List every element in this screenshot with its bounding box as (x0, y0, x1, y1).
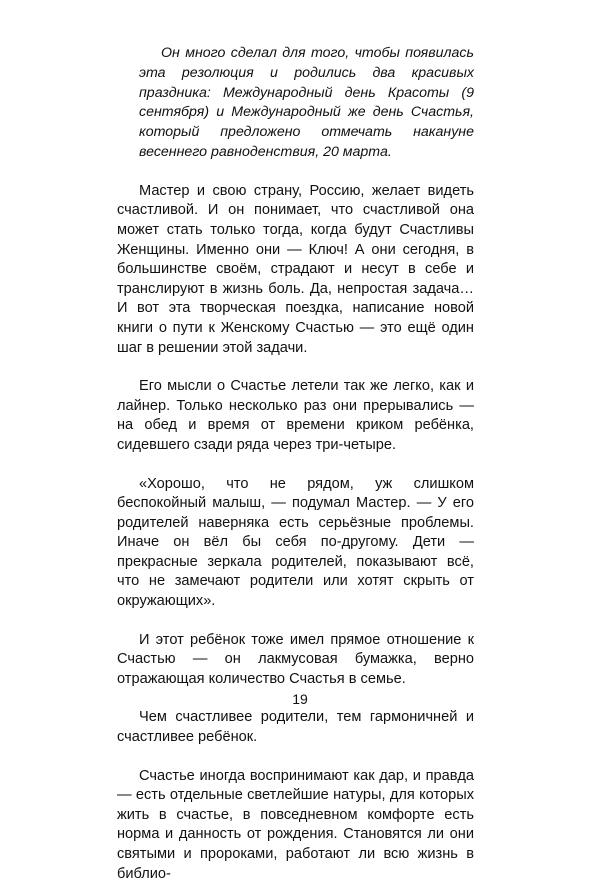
paragraph (117, 377, 474, 455)
paragraph (117, 631, 474, 690)
paragraph-text: Счастье иногда воспринимают как дар, и правда — есть отдельные светлейшие натуры, для которых жить в счастье, в повседневном комфорте есть норма и данность от рождения. Становятся ли они святыми и пророками, работают ли всю жизнь в библио- (117, 767, 474, 882)
paragraph-text: Он много сделал для того, чтобы появилась эта резолюция и родились два красивых праздника: Международный день Красоты (9 сентября) и Международный же день Счастья, который предложено отмечать накануне весеннего равноденствия, 20 марта. (139, 45, 474, 160)
paragraph-text: Мастер и свою страну, Россию, желает видеть счастливой. И он понимает, что счастливой она может стать только тогда, когда будут Счастливы Женщины. Именно они — Ключ! А они сегодня, в большинстве своём, страдают и несут в себе и транслируют в жизнь боль. Да, непростая задача… И вот эта творческая поездка, написание новой книги о пути к Женскому Счастью — это ещё один шаг в решении этой задачи. (117, 182, 474, 356)
paragraph-text: И этот ребёнок тоже имел прямое отношение к Счастью — он лакмусовая бумажка, верно отражающая количество Счастья в семье. (117, 631, 474, 687)
paragraph-italic-quote (139, 44, 474, 163)
paragraph-text: «Хорошо, что не рядом, уж слишком беспокойный малыш, — подумал Мастер. — У его родителей наверняка есть серьёзные проблемы. Иначе он вёл бы себя по-другому. Дети — прекрасные зеркала родителей, показывают всё, что не замечают родители или хотят скрыть от окружающих». (117, 475, 474, 610)
page-number: 19 (292, 691, 308, 707)
page-body (117, 44, 474, 884)
paragraph-text: Его мысли о Счастье летели так же легко, как и лайнер. Только несколько раз они прерывались — на обед и время от времени криком ребёнка, сидевшего сзади ряда через три-четыре. (117, 378, 474, 453)
paragraph-text: Чем счастливее родители, тем гармоничней и счастливее ребёнок. (117, 709, 474, 746)
paragraph (117, 475, 474, 612)
paragraph (117, 767, 474, 884)
paragraph (117, 708, 474, 747)
paragraph (117, 182, 474, 358)
